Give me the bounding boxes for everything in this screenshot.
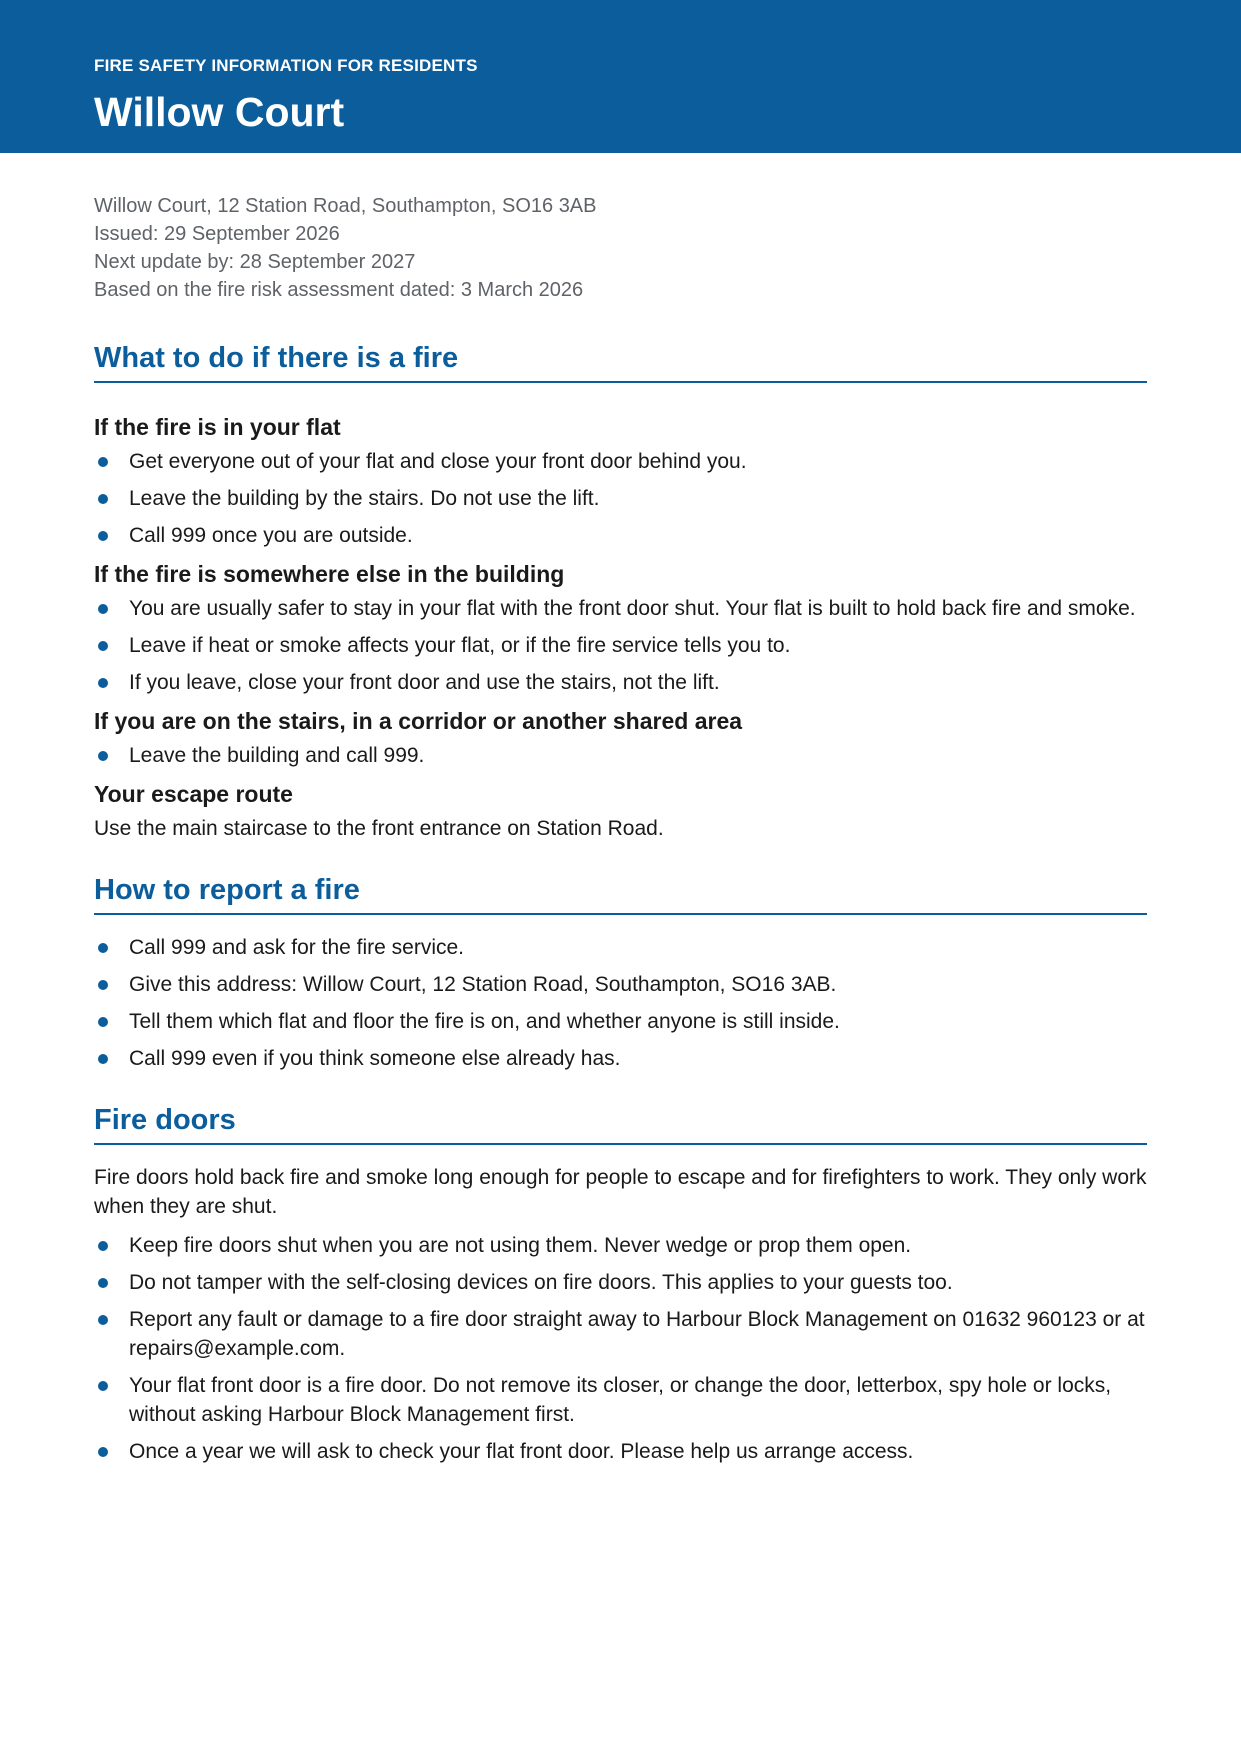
list-item: Give this address: Willow Court, 12 Station Road, Southampton, SO16 3AB. [94,970,1147,999]
bullet-icon [98,1241,108,1251]
bullet-icon [98,1315,108,1325]
list-item: Call 999 and ask for the fire service. [94,933,1147,962]
list-item: Tell them which flat and floor the fire is on, and whether anyone is still inside. [94,1007,1147,1036]
bullet-icon [98,531,108,541]
page-header [0,0,1241,153]
list-item: If you leave, close your front door and use the stairs, not the lift. [94,668,1147,697]
section-fire-doors [94,1103,1147,1466]
section-title-fire-doors: Fire doors [94,1103,1147,1145]
list-item: Get everyone out of your flat and close your front door behind you. [94,447,1147,476]
meta-issued: Issued: 29 September 2026 [94,223,340,245]
list-item: Your flat front door is a fire door. Do not remove its closer, or change the door, letterbox, spy hole or locks, without asking Harbour Block Management first. [94,1371,1147,1429]
section-title-report-fire: How to report a fire [94,873,1147,915]
subheading-fire-in-flat: If the fire is in your flat [94,414,341,440]
document-meta [94,192,1147,304]
bullet-icon [98,751,108,761]
section-title-what-to-do: What to do if there is a fire [94,341,1147,383]
meta-based-on: Based on the fire risk assessment dated: 3 March 2026 [94,279,584,301]
bullet-icon [98,641,108,651]
bullet-icon [98,457,108,467]
bullet-icon [98,604,108,614]
meta-address: Willow Court, 12 Station Road, Southampton, SO16 3AB [94,195,597,217]
list-item: Leave the building and call 999. [94,741,1147,770]
subheading-fire-elsewhere: If the fire is somewhere else in the building [94,561,565,587]
bullet-icon [98,1447,108,1457]
document-body [0,192,1241,1466]
bullet-icon [98,980,108,990]
page-title: Willow Court [94,89,345,135]
list-item: Do not tamper with the self-closing devices on fire doors. This applies to your guests too. [94,1268,1147,1297]
bullet-icon [98,1381,108,1391]
list-item: Report any fault or damage to a fire door straight away to Harbour Block Management on 01632 960123 or at repairs@example.com. [94,1305,1147,1363]
list-fire-elsewhere [94,594,1147,697]
bullet-icon [98,678,108,688]
escape-route-text: Use the main staircase to the front entrance on Station Road. [94,817,664,840]
meta-next-update: Next update by: 28 September 2027 [94,251,416,273]
subheading-shared-area: If you are on the stairs, in a corridor or another shared area [94,708,743,734]
list-item: Once a year we will ask to check your flat front door. Please help us arrange access. [94,1437,1147,1466]
list-report-fire [94,933,1147,1073]
subheading-escape-route: Your escape route [94,781,293,807]
fire-doors-intro: Fire doors hold back fire and smoke long enough for people to escape and for firefighters to work. They only work when they are shut. [94,1166,1147,1218]
list-item: You are usually safer to stay in your flat with the front door shut. Your flat is built to hold back fire and smoke. [94,594,1147,623]
bullet-icon [98,1278,108,1288]
bullet-icon [98,943,108,953]
bullet-icon [98,1017,108,1027]
list-fire-in-flat [94,447,1147,550]
header-kicker: FIRE SAFETY INFORMATION FOR RESIDENTS [94,56,478,75]
bullet-icon [98,1054,108,1064]
list-item: Leave if heat or smoke affects your flat, or if the fire service tells you to. [94,631,1147,660]
list-item: Call 999 once you are outside. [94,521,1147,550]
list-item: Leave the building by the stairs. Do not use the lift. [94,484,1147,513]
list-shared-area [94,741,1147,770]
list-item: Keep fire doors shut when you are not using them. Never wedge or prop them open. [94,1231,1147,1260]
list-fire-doors [94,1231,1147,1466]
list-item: Call 999 even if you think someone else already has. [94,1044,1147,1073]
section-what-to-do [94,341,1147,843]
bullet-icon [98,494,108,504]
section-report-fire [94,873,1147,1073]
